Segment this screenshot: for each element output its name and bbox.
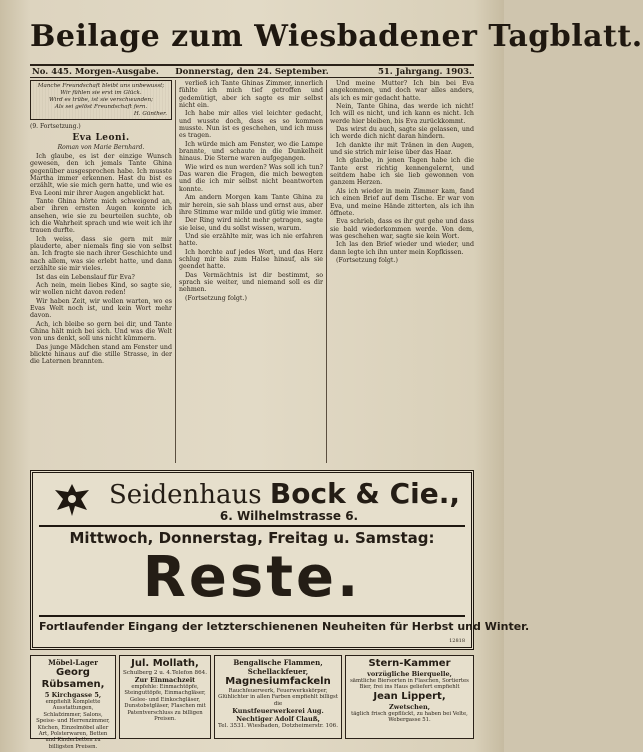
paragraph: Eva schrieb, dass es ihr gut gehe und dass sie bald wiederkommen werde. Von dem, was geschehen war, sagte sie kein Wort. — [330, 218, 474, 240]
story-title: Eva Leoni. — [72, 133, 130, 143]
ad-body: sämtliche Biersorten in Flaschen, Sortiertes Bier, frei ins Haus geliefert empfiehlt — [350, 678, 469, 691]
ad-company-name — [109, 479, 469, 510]
ad-row-right: Wiesbaden, Dotzheimerstr. 106. — [247, 723, 338, 730]
ad-sub: Zur Einmachzeit — [134, 676, 196, 684]
ad-moebel-lager — [30, 655, 116, 750]
obituary-box — [30, 80, 172, 120]
ad-body: Rauchfeuerwerk, Feuerwerkskörper, Glühlichter in allen Farben empfiehlt billigst die — [218, 688, 338, 707]
ad-body: empfiehlt Komplette Ausstattungen, Schlafzimmer, Salons, Speise- und Herrenzimmer, Küchen, Einzelmöbel aller Art, Polsterwaren, Betten und Kinderbetten zu billigsten Preisen. — [36, 699, 110, 750]
story-byline: Roman von Marie Bernhard. — [57, 144, 145, 151]
ad-sub: 5 Kirchgasse 5, — [44, 691, 102, 699]
paragraph: (Fortsetzung folgt.) — [185, 294, 247, 302]
ad-row-left: Tel. 3531. — [218, 723, 246, 730]
ad-sub: vorzügliche Bierquelle, — [367, 670, 452, 678]
paragraph: Das junge Mädchen stand am Fenster und blickte hinaus auf die stille Strasse, in der die Laternen brannten. — [30, 343, 172, 366]
ad-name-light: Seidenhaus — [109, 480, 262, 510]
serial-note: (9. Fortsetzung.) — [30, 123, 81, 130]
ad-divider — [39, 525, 465, 527]
ad-tail: täglich frisch gepflückt, zu haben bei Velte, Webergasse 51. — [351, 710, 468, 724]
column-3-text — [330, 80, 474, 264]
paragraph: Ich weiss, dass sie gern mit mir plauderte, aber niemals fing sie von selbst an. Ich fragte sie nach ihrer Geschichte und nach allem, was sie erlebt hatte, und dann erzählte sie mir vieles. — [30, 235, 172, 273]
paragraph: Ach nein, mein liebes Kind, so sagte sie, wir wollen nicht davon reden! — [30, 281, 172, 297]
ad-divider — [39, 615, 465, 617]
issue-year: 51. Jahrgang. 1903. — [377, 67, 472, 77]
column-2-text — [179, 80, 323, 302]
ad-row-left: Schulberg 2 u. 4. — [123, 670, 172, 676]
obituary-line: Wir fühlen sie erst im Glück. — [60, 90, 142, 96]
ad-name: Georg Rübsamen, — [41, 667, 105, 690]
dateline — [30, 64, 474, 78]
ad-feuerwerk — [214, 655, 342, 739]
ad-slogan: Fortlaufender Eingang der letzterschienenen Neuheiten für Herbst und Winter. — [39, 620, 530, 633]
paragraph: Das Vermächtnis ist dir bestimmt, so sprach sie weiter, und niemand soll es dir nehmen. — [179, 271, 323, 294]
ad-head: Stern-Kammer — [368, 658, 451, 669]
paragraph: Der Ring wird nicht mehr getragen, sagte sie leise, und du sollst wissen, warum. — [179, 217, 323, 232]
ad-name: Jean Lippert, — [373, 690, 446, 702]
issue-date: Donnerstag, den 24. September. — [175, 67, 329, 77]
paragraph: Ich dankte ihr mit Tränen in den Augen, und sie strich mir leise über das Haar. — [330, 141, 474, 157]
paragraph: verließ ich Tante Ghinas Zimmer, innerlich fühlte ich mich tief getroffen und gedemütigt, aber ich sagte es mir selbst nicht ein. — [179, 80, 323, 110]
column-rule — [326, 80, 327, 463]
ad-row-right: Telefon 864. — [172, 670, 207, 676]
paragraph: Ich habe mir alles viel leichter gedacht, und wusste doch, dass es so kommen musste. Nun ist es geschehen, und ich muss es tragen. — [179, 110, 323, 140]
ad-name: Jul. Mollath, — [131, 658, 199, 669]
seidenhaus-advertisement — [30, 470, 530, 650]
ad-mid: Zwetschen, — [389, 702, 430, 711]
paragraph: Und meine Mutter? Ich bin bei Eva angekommen, und doch war alles anders, als ich es mir gedacht hatte. — [330, 80, 474, 102]
column-rule — [175, 80, 176, 463]
ad-head: Möbel-Lager — [48, 658, 98, 667]
column-1-text — [30, 153, 172, 366]
column-2 — [179, 80, 323, 463]
column-1 — [30, 80, 172, 463]
paragraph: Ich horchte auf jedes Wort, und das Herz schlug mir bis zum Halse hinauf, als sie geendet hatte. — [179, 248, 323, 271]
masthead — [30, 10, 643, 64]
paragraph: Als ich wieder in mein Zimmer kam, fand ich einen Brief auf dem Tische. Er war von Eva, und meine Hände zitterten, als ich ihn öffnete. — [330, 187, 474, 217]
paragraph: Und sie erzählte mir, was ich nie erfahren hatte. — [179, 232, 323, 248]
paragraph: Ist das ein Lebenslauf für Eva? — [36, 273, 135, 281]
ad-name: Magnesiumfackeln — [225, 676, 331, 687]
ad-name-bold: Bock & Cie., — [269, 477, 461, 510]
paragraph: Ich las den Brief wieder und wieder, und dann legte ich ihn unter mein Kopfkissen. — [330, 241, 474, 256]
paragraph: Ach, ich bleibe so gern bei dir, und Tante Ghina hält mich bei sich. Und was die Welt von uns denkt, soll uns nicht kümmern. — [30, 320, 172, 343]
paragraph: Nein, Tante Ghina, das werde ich nicht! Ich will es nicht, und ich kann es nicht. Ich werde hier bleiben, bis Eva zurückkommt. — [330, 103, 474, 125]
ad-headline: Reste. — [142, 545, 362, 610]
paragraph: Ich glaube, es ist der einzige Wunsch gewesen, den ich jemals Tante Ghina gegenüber ausgesprochen habe. Ich musste Martha immer erkennen. Hast du bist es erzählt, wie sie mich gern hatte, und wie es Eva Leoni mir ihrer Augen angeblickt hat. — [30, 153, 172, 197]
column-3 — [330, 80, 474, 463]
ad-mollath — [119, 655, 211, 739]
masthead-title: Beilage zum Wiesbadener Tagblatt. — [30, 19, 643, 54]
article-columns — [30, 80, 474, 463]
ad-stern-kammer — [345, 655, 474, 739]
paragraph: Am andern Morgen kam Tante Ghina zu mir herein, sie sah blass und ernst aus, aber ihre Stimme war milde und gütig wie immer. — [179, 194, 323, 216]
paragraph: Wir haben Zeit, wir wollen warten, wo es Evas Welt noch ist, und kein Wort mehr davon. — [30, 297, 172, 320]
obituary-line: Manche Freundschaft bleibt uns unbewusst; — [37, 83, 165, 89]
ad-tag: 12818 — [449, 638, 465, 644]
ad-body: empfehle: Einmachtöpfe, Steinguttöpfe, Einmachgläser, Gelee- und Einkochgläser, Dunstobstgläser, Flaschen mit Patentverschluss zu billigen Preisen. — [124, 684, 206, 723]
paragraph: Das wirst du auch, sagte sie gelassen, und ich werde dich nicht daran hindern. — [330, 126, 474, 141]
small-ads-row — [30, 655, 474, 750]
eagle-crest-icon — [53, 482, 91, 518]
ad-days: Mittwoch, Donnerstag, Freitag u. Samstag: — [69, 529, 435, 547]
ad-address: 6. Wilhelmstrasse 6. — [219, 509, 359, 523]
ad-header — [39, 479, 469, 521]
paragraph: (Fortsetzung folgt.) — [336, 256, 398, 264]
obituary-line: Wird es trübe, ist sie verschwunden; — [49, 97, 153, 103]
ad-sub: Kunstfeuerwerkerei Aug. Nechtiger Adolf Clauß, — [232, 707, 324, 724]
obituary-signature: H. Günther. — [133, 111, 167, 117]
ad-row — [218, 723, 338, 729]
ad-head: Bengalische Flammen, Schellackfeuer, — [233, 658, 323, 676]
paragraph: Wie wird es nun werden? Was soll ich tun? Das waren die Fragen, die mich bewegten und die ich mir selbst nicht beantworten konnte. — [179, 163, 323, 193]
paragraph: Tante Ghina hörte mich schweigend an, aber ihren ernsten Augen konnte ich ansehen, wie sie zu beurteilen suchte, ob ich die Wahrheit sprach und wie weit ich ihr trauen durfte. — [30, 198, 172, 235]
issue-number: No. 445. Morgen-Ausgabe. — [32, 67, 159, 77]
obituary-line: Als sei gelöst Freundschaft fern. — [54, 104, 148, 110]
paragraph: Ich glaube, in jenen Tagen habe ich die Tante erst richtig kennengelernt, und seitdem habe ich sie lieb gewonnen von ganzem Herzen. — [330, 157, 474, 187]
paragraph: Ich würde mich am Fenster, wo die Lampe brannte, und schaute in die Dunkelheit hinaus. Die Sterne waren aufgegangen. — [179, 140, 323, 163]
